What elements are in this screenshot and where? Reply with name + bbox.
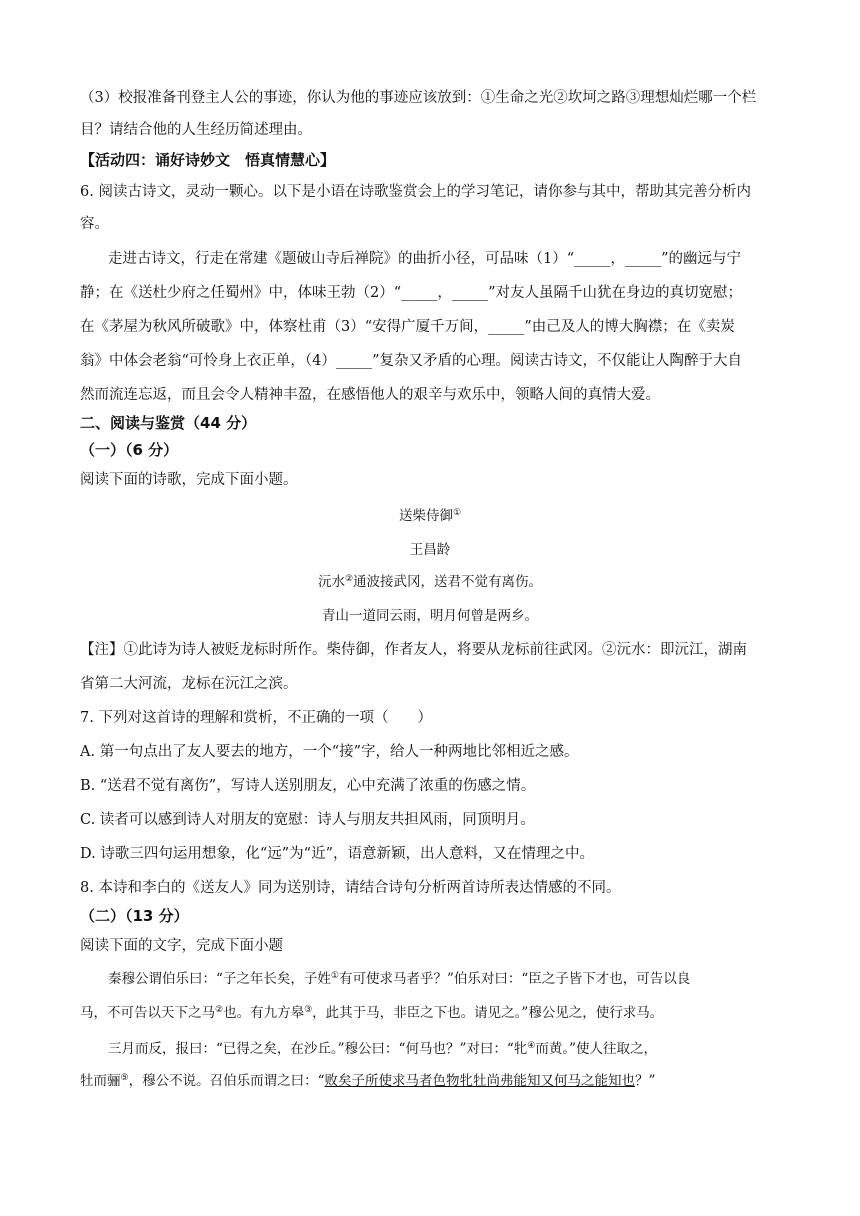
question-6-paragraph-line-2: 静；在《送杜少府之任蜀州》中，体味王勃（2）“_____，_____”对友人虽隔千山犹在身边的真切宽慰；: [80, 285, 743, 301]
footnote-marker: ②: [215, 1005, 224, 1015]
prose-text: ，此其于马，非臣之下也。请见之。”穆公见之，使行求马。: [312, 1005, 664, 1021]
poem-line-1: [0, 572, 860, 592]
prose-text: 马，不可告以天下之马: [80, 1005, 215, 1021]
footnote-marker: ④: [527, 1041, 536, 1051]
question-7-option-b: B. “送君不觉有离伤”，写诗人送别朋友，心中充满了浓重的伤感之情。: [80, 778, 536, 794]
prose-paragraph-2-line-1: [108, 1039, 785, 1059]
part-2-heading: （二）（13 分）: [80, 907, 189, 925]
question-6-paragraph-line-3: 在《茅屋为秋风所破歌》中，体察杜甫（3）“安得广厦千万间，_____”由己及人的博大胸襟；在《卖炭: [80, 319, 735, 335]
poem-note-line-1: 【注】①此诗为诗人被贬龙标时所作。柴侍御，作者友人，将要从龙标前往武冈。②沅水：即沅江，湖南: [80, 642, 747, 658]
footnote-marker: ③: [304, 1005, 313, 1015]
footnote-marker: ①: [330, 971, 339, 981]
poem-author: 王昌龄: [409, 542, 451, 558]
poem-line-1-part-b: 通波接武冈，送君不觉有离伤。: [353, 574, 543, 590]
prose-text: 秦穆公谓伯乐曰：“子之年长矣，子姓: [108, 971, 331, 987]
question-6-paragraph-line-5: 然而流连忘返，而且会令人精神丰盈，在感悟他人的艰辛与欢乐中，领略人间的真情大爱。: [80, 387, 660, 403]
prose-paragraph-2-line-2: [80, 1071, 785, 1091]
prose-text: ？”: [634, 1073, 656, 1089]
prose-text: 有可使求马者乎？”伯乐对曰：“臣之子皆下才也，可告以良: [338, 971, 691, 987]
poem-line-1-part-a: 沅水: [317, 574, 345, 590]
prose-paragraph-1-line-1: [108, 969, 785, 989]
footnote-marker: ⑤: [120, 1073, 129, 1083]
prose-paragraph-1-line-2: [80, 1003, 785, 1023]
poem-note-line-2: 省第二大河流，龙标在沅江之滨。: [80, 676, 298, 692]
question-6-paragraph-line-4: 翁》中体会老翁“可怜身上衣正单，（4）_____”复杂又矛盾的心理。阅读古诗文，不仅能让人陶醉于大自: [80, 353, 743, 369]
prose-text: 而黄。”使人往取之，: [535, 1041, 657, 1057]
question-7-option-c: C. 读者可以感到诗人对朋友的宽慰：诗人与朋友共担风雨，同顶明月。: [80, 812, 535, 828]
prose-text: ，穆公不说。召伯乐而谓之曰：“: [128, 1073, 325, 1089]
question-7-option-d: D. 诗歌三四句运用想象，化“远”为“近”，语意新颖，出人意料，又在情理之中。: [80, 846, 594, 862]
poem-title-text: 送柴侍御: [398, 508, 453, 524]
part-1-intro: 阅读下面的诗歌，完成下面小题。: [80, 472, 298, 488]
question-6-paragraph-line-1: 走进古诗文，行走在常建《题破山寺后禅院》的曲折小径，可品味（1）“_____，_____”的幽远与宁: [108, 251, 742, 267]
section-2-heading: 二、阅读与鉴赏（44 分）: [80, 414, 257, 432]
activity-4-heading: 【活动四：诵好诗妙文 悟真情慧心】: [80, 151, 336, 169]
question-5-3-line-1: （3）校报准备刊登主人公的事迹，你认为他的事迹应该放到：①生命之光②坎坷之路③理想灿烂哪一个栏: [80, 90, 757, 106]
question-7: 7. 下列对这首诗的理解和赏析，不正确的一项（ ）: [80, 710, 432, 726]
part-2-intro: 阅读下面的文字，完成下面小题: [80, 938, 283, 954]
underlined-sentence-to-punctuate: 败矣子所使求马者色物牝牡尚弗能知又何马之能知也: [324, 1073, 635, 1089]
question-6-line-2: 容。: [80, 216, 109, 232]
prose-text: 三月而反，报曰：“已得之矣，在沙丘。”穆公曰：“何马也？”对曰：“牝: [108, 1041, 528, 1057]
poem-line-1-footnote-marker: ②: [344, 574, 354, 584]
question-8: 8. 本诗和李白的《送友人》同为送别诗，请结合诗句分析两首诗所表达情感的不同。: [80, 880, 621, 896]
question-6-line-1: 6. 阅读古诗文，灵动一颗心。以下是小语在诗歌鉴赏会上的学习笔记，请你参与其中，帮助其完善分析内: [80, 184, 751, 200]
question-5-3-line-2: 目？请结合他的人生经历简述理由。: [80, 122, 312, 138]
prose-text: 也。有九方皋: [223, 1005, 305, 1021]
poem-title: [0, 506, 860, 526]
poem-line-2: 青山一道同云雨，明月何曾是两乡。: [322, 608, 538, 624]
part-1-heading: （一）（6 分）: [80, 441, 179, 459]
poem-title-footnote-marker: ①: [452, 508, 462, 518]
prose-text: 牡而骊: [80, 1073, 121, 1089]
question-7-option-a: A. 第一句点出了友人要去的地方，一个“接”字，给人一种两地比邻相近之感。: [80, 744, 579, 760]
